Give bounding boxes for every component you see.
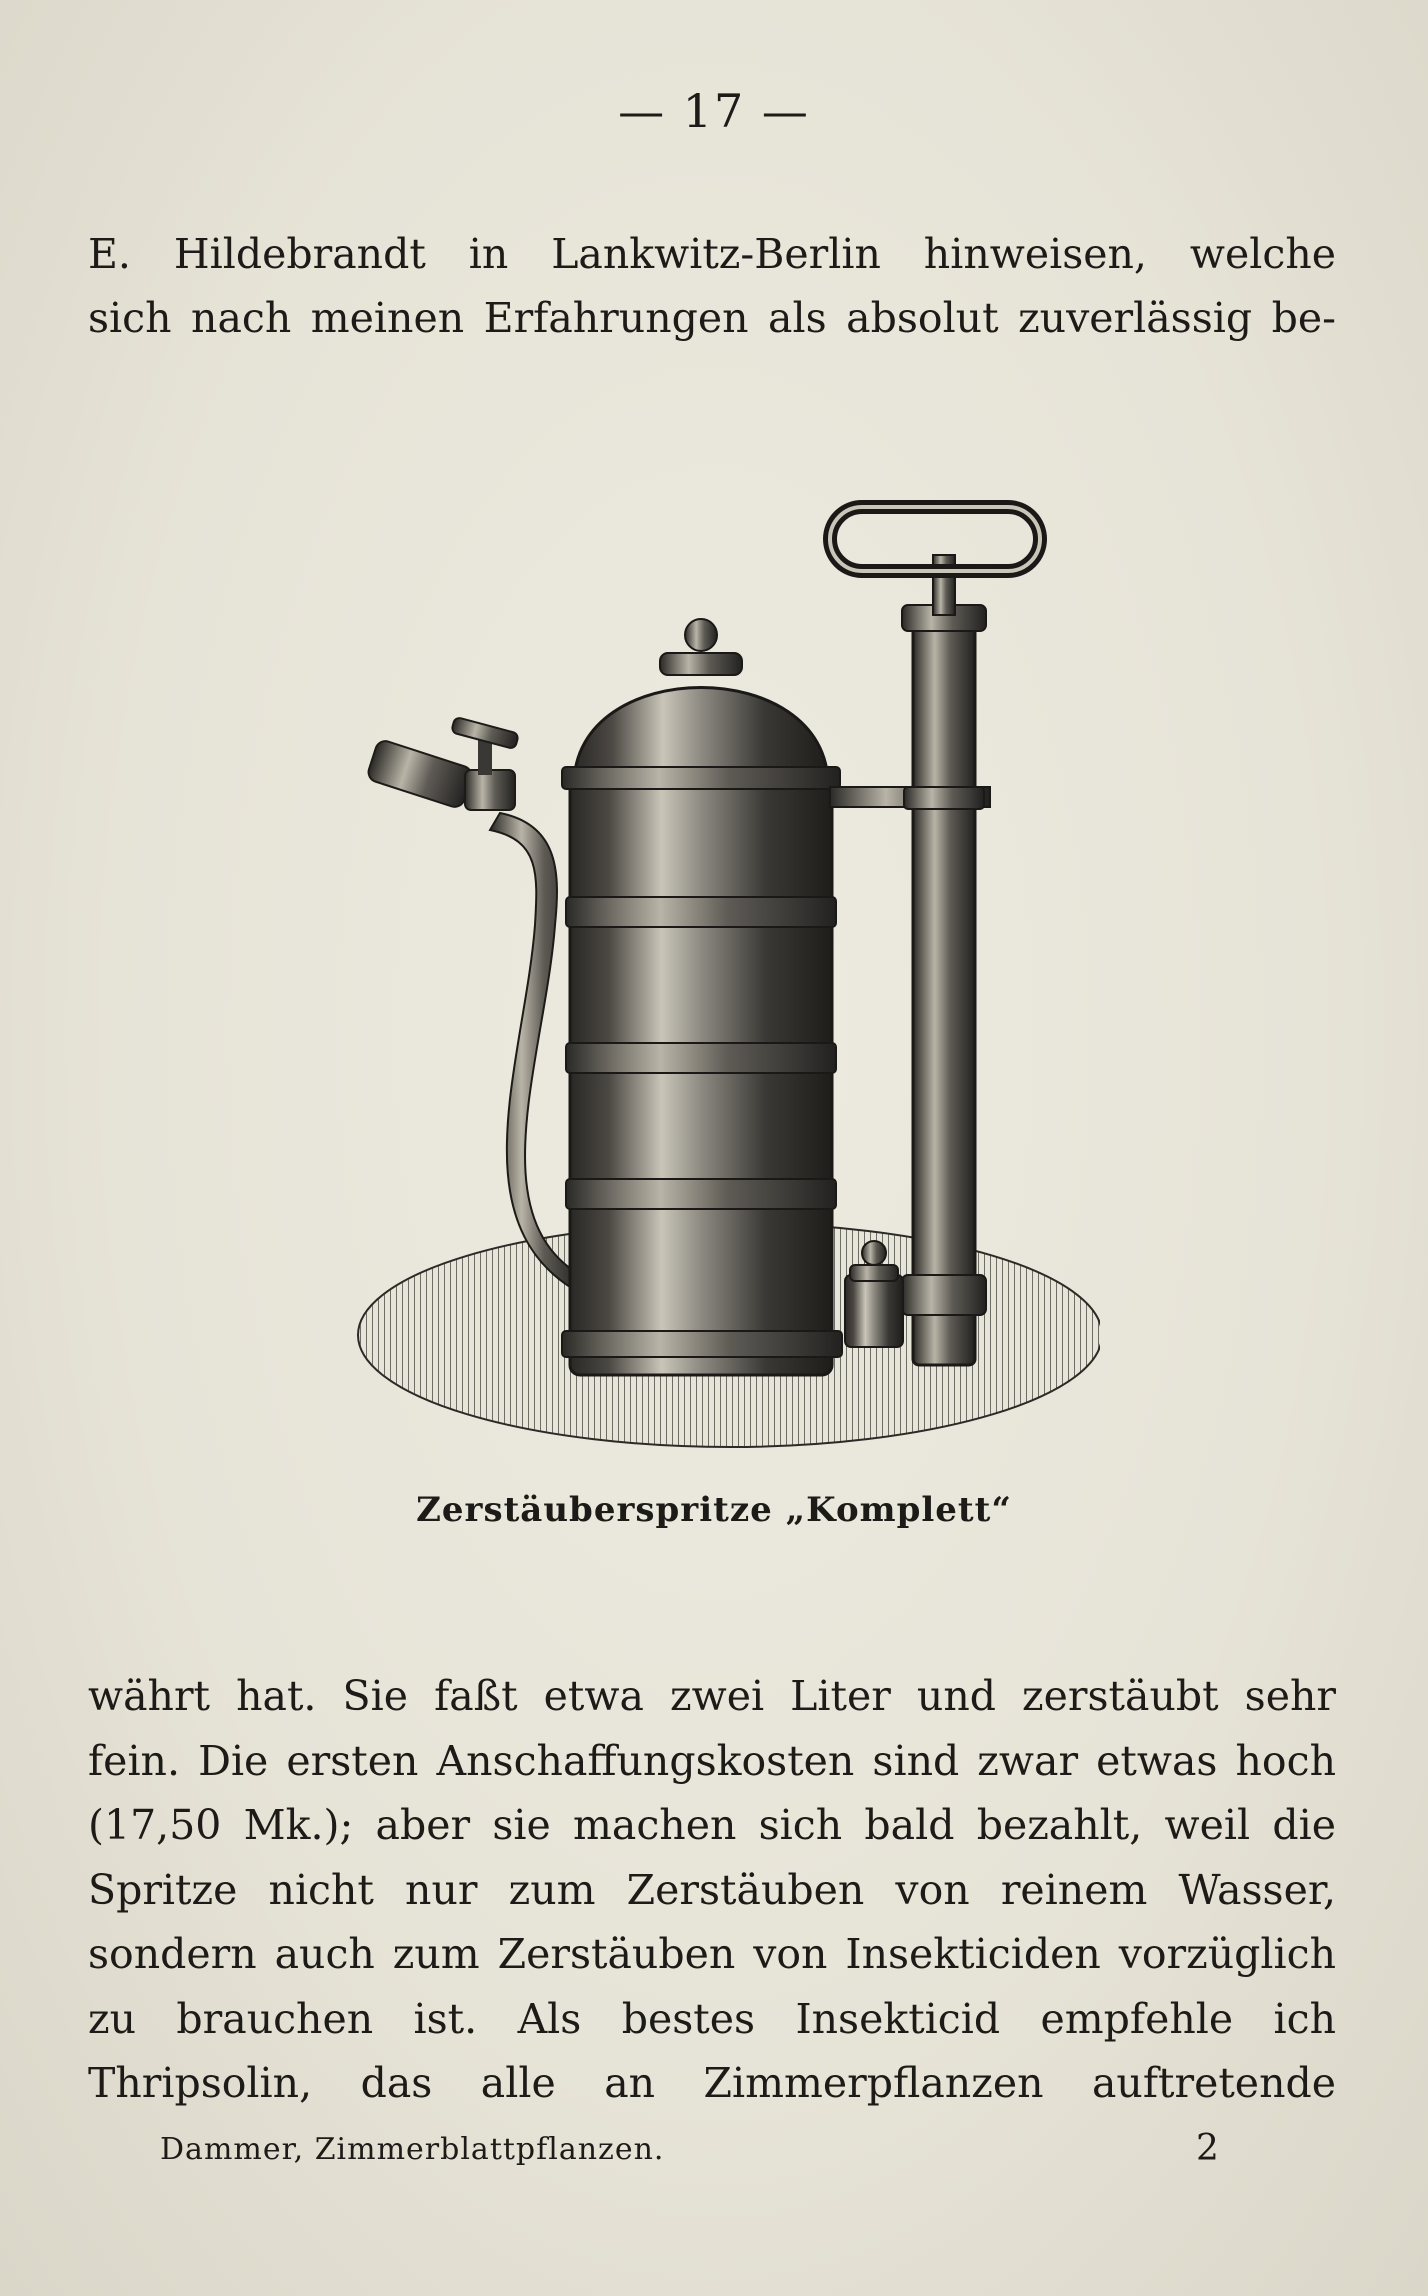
text-line: fein. Die ersten Anschaffungskosten sind zwar etwas hoch bbox=[88, 1736, 1336, 1785]
paragraph-bottom bbox=[88, 1664, 1336, 2116]
nozzle bbox=[366, 717, 519, 810]
footer-signature: Dammer, Zimmerblattpflanzen. bbox=[160, 2132, 665, 2167]
text-line: zu brauchen ist. Als bestes Insekticid empfehle ich bbox=[88, 1994, 1336, 2043]
pump-cylinder bbox=[913, 620, 975, 1365]
text-line: Thripsolin, das alle an Zimmerpflanzen auftretende bbox=[88, 2059, 1336, 2107]
text-line: währt hat. Sie faßt etwa zwei Liter und zerstäubt sehr bbox=[88, 1672, 1336, 1720]
sheet-number: 2 bbox=[1196, 2128, 1219, 2169]
sprayer-illustration bbox=[330, 495, 1100, 1455]
text-line: Spritze nicht nur zum Zerstäuben von reinem Wasser, bbox=[88, 1865, 1336, 1914]
text-line: sich nach meinen Erfahrungen als absolut zuverlässig be- bbox=[88, 294, 1336, 342]
text-line: (17,50 Mk.); aber sie machen sich bald bezahlt, weil die bbox=[88, 1801, 1336, 1849]
text-line: E. Hildebrandt in Lankwitz-Berlin hinweisen, welche bbox=[88, 230, 1336, 278]
paragraph-top bbox=[88, 222, 1336, 350]
text-line: sondern auch zum Zerstäuben von Insekticiden vorzüglich bbox=[88, 1930, 1336, 1978]
page-number: — 17 — bbox=[618, 84, 810, 138]
tank-body bbox=[570, 775, 832, 1375]
figure-caption: Zerstäuberspritze „Komplett“ bbox=[416, 1490, 1012, 1530]
